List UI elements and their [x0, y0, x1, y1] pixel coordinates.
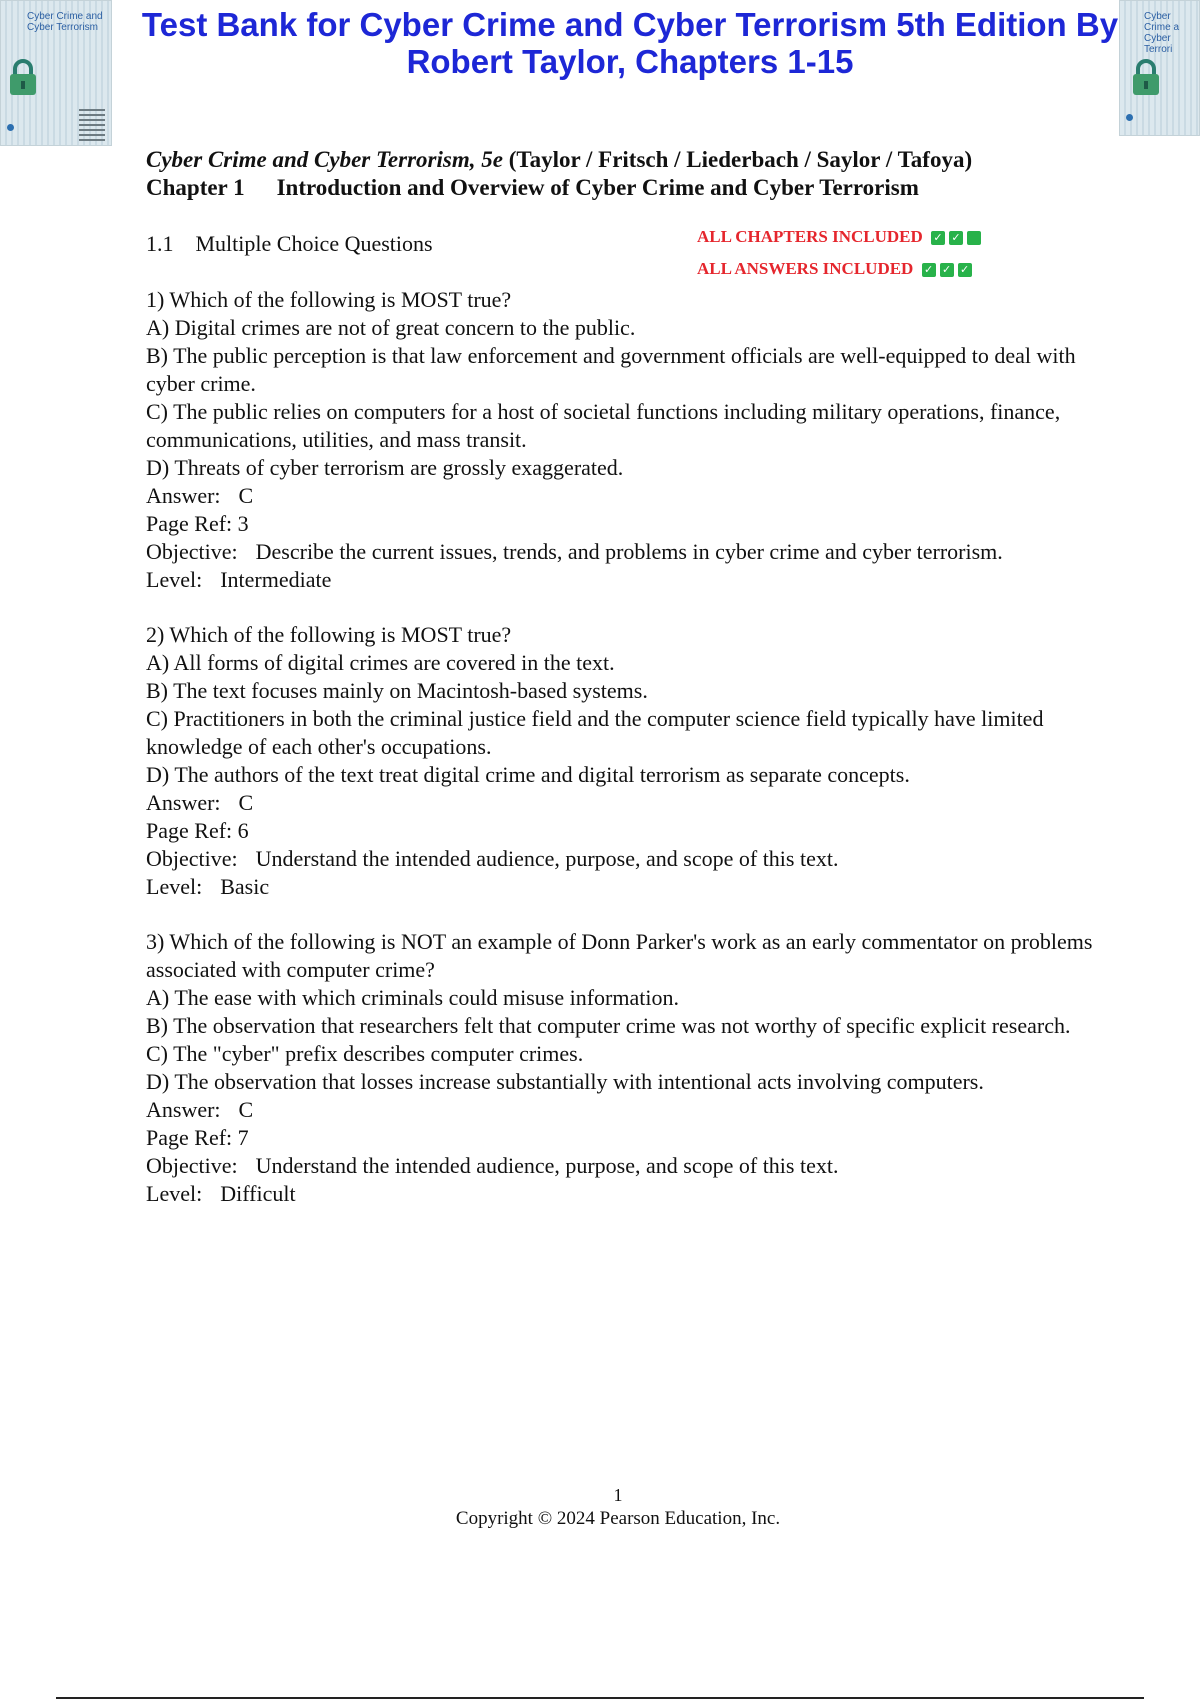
- objective-label: Objective:: [146, 539, 238, 564]
- checkmark-icon: ✓: [940, 263, 954, 277]
- answer-option: D) The observation that losses increase substantially with intentional acts involving computers.: [146, 1069, 984, 1094]
- question-text: 1) Which of the following is MOST true?: [146, 287, 512, 312]
- book-cover-thumbnail-left: [0, 0, 112, 146]
- answer-option: C) Practitioners in both the criminal justice field and the computer science field typically have limited knowledge of each other's occupations.: [146, 706, 1044, 759]
- question-item: [146, 621, 1106, 901]
- answer-option: B) The text focuses mainly on Macintosh-based systems.: [146, 678, 648, 703]
- level-line: [146, 1180, 1106, 1208]
- answer-option: D) Threats of cyber terrorism are grossly exaggerated.: [146, 455, 624, 480]
- answer-value: C: [238, 790, 254, 815]
- answers-included-badge: [697, 258, 972, 280]
- answer-line: [146, 789, 1106, 817]
- book-cover-thumbnail-right: [1119, 0, 1200, 136]
- objective-line: [146, 538, 1106, 566]
- answer-option: B) The observation that researchers felt that computer crime was not worthy of specific explicit research.: [146, 1013, 1071, 1038]
- badge-text: ALL ANSWERS INCLUDED: [697, 259, 914, 278]
- section-number: 1.1: [146, 231, 174, 256]
- page-number: 1: [613, 1485, 623, 1505]
- page-ref: Page Ref: 6: [146, 818, 249, 843]
- level-line: [146, 566, 1106, 594]
- bottom-divider: [56, 1697, 1144, 1699]
- objective-value: Understand the intended audience, purpose, and scope of this text.: [255, 1153, 839, 1178]
- objective-label: Objective:: [146, 846, 238, 871]
- chapter-heading: [146, 174, 919, 202]
- level-line: [146, 873, 1106, 901]
- cover-barcode: [79, 109, 105, 141]
- answer-value: C: [238, 1097, 254, 1122]
- book-title: Cyber Crime and Cyber Terrorism, 5e: [146, 147, 503, 172]
- checkmark-icon: ✓: [931, 231, 945, 245]
- answer-option: A) Digital crimes are not of great concern to the public.: [146, 315, 636, 340]
- book-citation: [146, 146, 972, 174]
- cover-title-text-right: Cyber Crime a Cyber Terrori: [1144, 11, 1180, 55]
- question-text: 2) Which of the following is MOST true?: [146, 622, 512, 647]
- checkmark-icon: ✓: [922, 263, 936, 277]
- checkmark-icon: ✓: [958, 263, 972, 277]
- answer-label: Answer:: [146, 483, 221, 508]
- level-value: Difficult: [220, 1181, 296, 1206]
- page-title: Test Bank for Cyber Crime and Cyber Terrorism 5th Edition By Robert Taylor, Chapters 1-15: [141, 6, 1119, 80]
- question-item: [146, 286, 1106, 594]
- answer-option: C) The public relies on computers for a host of societal functions including military operations, finance, communications, utilities, and mass transit.: [146, 399, 1061, 452]
- publisher-logo-icon: [1126, 114, 1133, 121]
- level-label: Level:: [146, 1181, 203, 1206]
- answer-value: C: [238, 483, 254, 508]
- answer-option: D) The authors of the text treat digital crime and digital terrorism as separate concepts.: [146, 762, 910, 787]
- padlock-icon: [1130, 57, 1162, 97]
- answer-option: A) All forms of digital crimes are covered in the text.: [146, 650, 615, 675]
- answer-option: A) The ease with which criminals could misuse information.: [146, 985, 679, 1010]
- padlock-icon: [7, 57, 39, 97]
- question-item: [146, 928, 1106, 1208]
- cover-title-text: Cyber Crime and Cyber Terrorism: [27, 11, 103, 33]
- book-authors: (Taylor / Fritsch / Liederbach / Saylor / Tafoya): [508, 147, 973, 172]
- answer-line: [146, 1096, 1106, 1124]
- section-label: Multiple Choice Questions: [195, 231, 433, 256]
- chapters-included-badge: [697, 226, 981, 248]
- answer-option: B) The public perception is that law enforcement and government officials are well-equipped to deal with cyber crime.: [146, 343, 1076, 396]
- section-heading: [146, 230, 433, 258]
- question-text: 3) Which of the following is NOT an example of Donn Parker's work as an early commentator on problems associated with computer crime?: [146, 929, 1093, 982]
- chapter-title: Introduction and Overview of Cyber Crime and Cyber Terrorism: [276, 175, 919, 200]
- level-value: Intermediate: [220, 567, 332, 592]
- green-square-icon: ■: [968, 231, 980, 245]
- page-ref: Page Ref: 7: [146, 1125, 249, 1150]
- objective-value: Describe the current issues, trends, and problems in cyber crime and cyber terrorism.: [255, 539, 1003, 564]
- copyright-notice: Copyright © 2024 Pearson Education, Inc.: [455, 1508, 781, 1529]
- objective-line: [146, 1152, 1106, 1180]
- page-ref: Page Ref: 3: [146, 511, 249, 536]
- objective-value: Understand the intended audience, purpose, and scope of this text.: [255, 846, 839, 871]
- badge-text: ALL CHAPTERS INCLUDED: [697, 227, 923, 246]
- answer-label: Answer:: [146, 790, 221, 815]
- question-list: [146, 286, 1106, 1235]
- level-label: Level:: [146, 567, 203, 592]
- answer-label: Answer:: [146, 1097, 221, 1122]
- answer-option: C) The "cyber" prefix describes computer crimes.: [146, 1041, 584, 1066]
- chapter-label: Chapter 1: [146, 175, 245, 200]
- publisher-logo-icon: [7, 124, 14, 131]
- level-label: Level:: [146, 874, 203, 899]
- objective-line: [146, 845, 1106, 873]
- answer-line: [146, 482, 1106, 510]
- objective-label: Objective:: [146, 1153, 238, 1178]
- checkmark-icon: ✓: [949, 231, 963, 245]
- level-value: Basic: [220, 874, 270, 899]
